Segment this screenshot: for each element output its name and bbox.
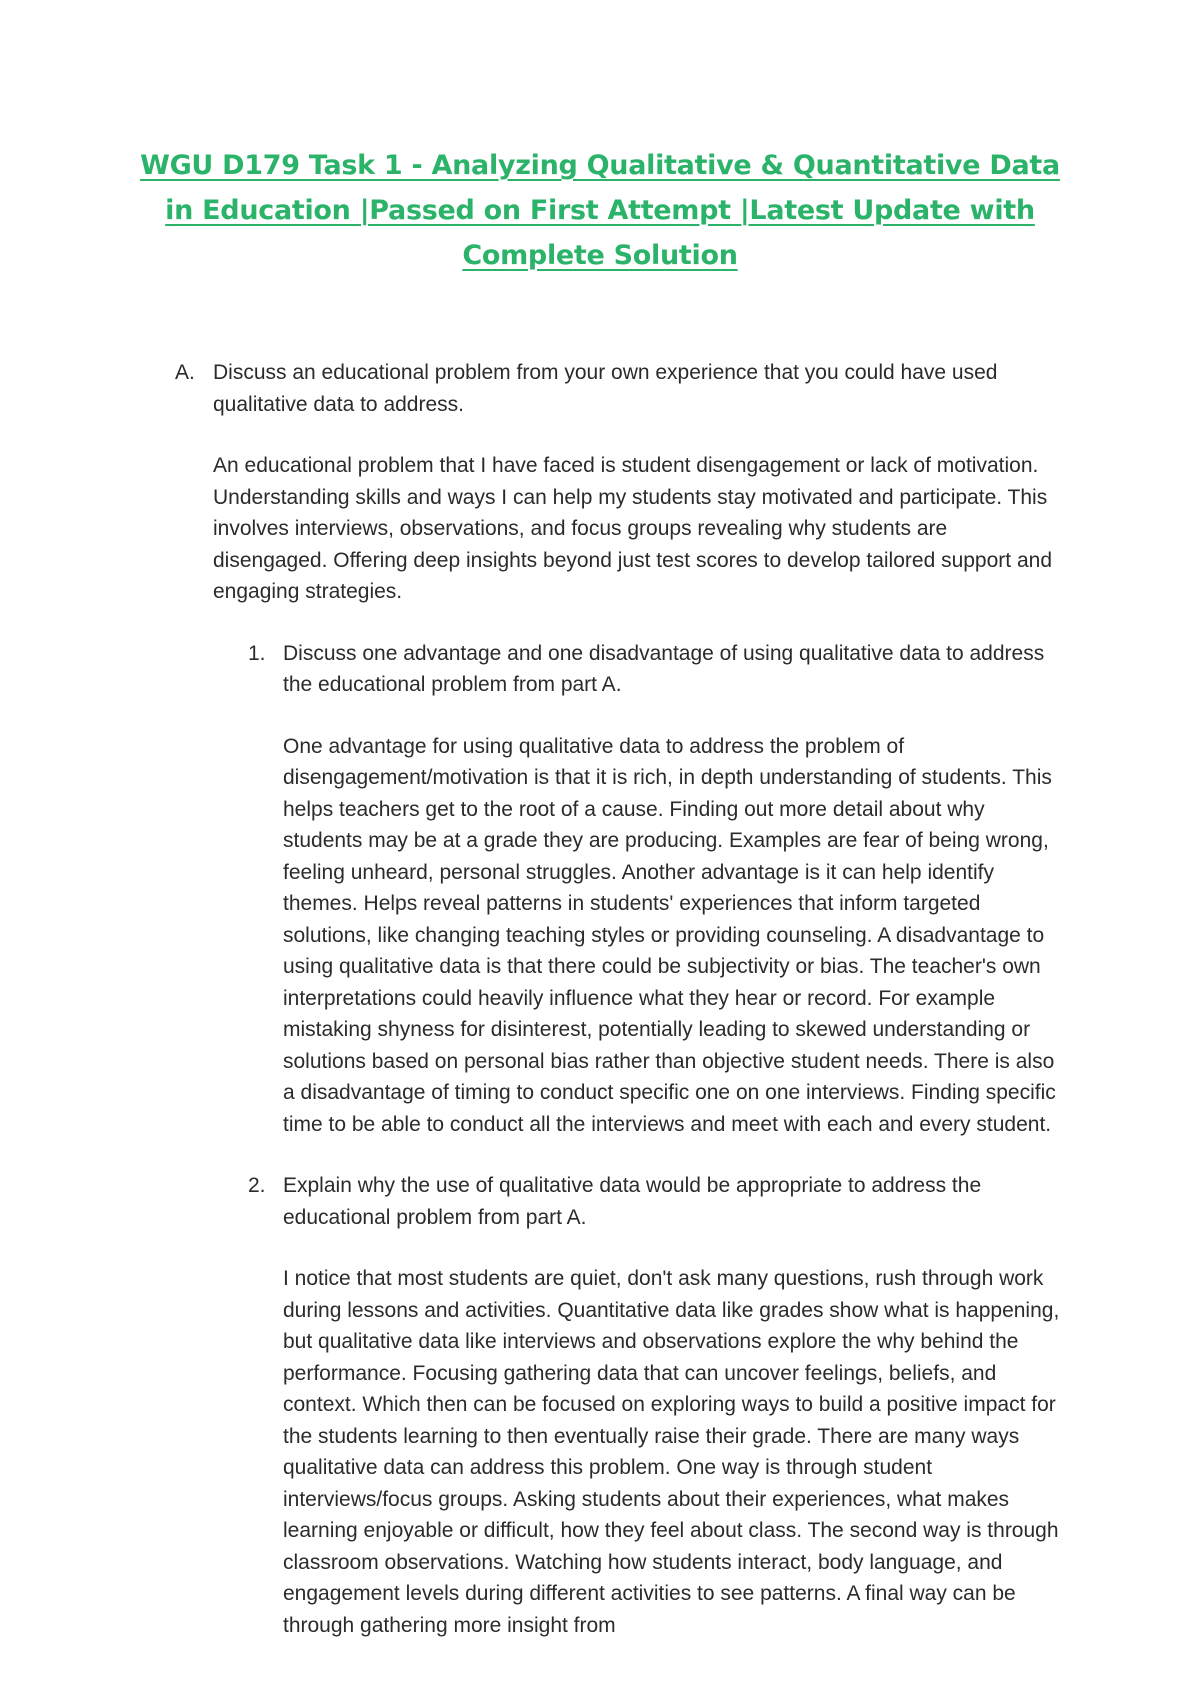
list-item-1: [248, 638, 1065, 1141]
section-a-question-row: [175, 357, 1065, 608]
section-a-question-text: Discuss an educational problem from your own experience that you could have used qualitative data to address.: [213, 361, 998, 416]
list-item-2-answer: I notice that most students are quiet, don't ask many questions, rush through work during lessons and activities. Quantitative data like grades show what is happening, but qualitative data like interviews and observations explore the why behind the performance. Focusing gathering data that can uncover feelings, beliefs, and context. Which then can be focused on exploring ways to build a positive impact for the students learning to then eventually raise their grade. There are many ways qualitative data can address this problem. One way is through student interviews/focus groups. Asking students about their experiences, what makes learning enjoyable or difficult, how they feel about class. The second way is through classroom observations. Watching how students interact, body language, and engagement levels during different activities to see patterns. A final way can be through gathering more insight from: [283, 1267, 1060, 1637]
section-a-answer: An educational problem that I have faced is student disengagement or lack of motivation. Understanding skills and ways I can help my students stay motivated and participate. This involves interviews, observations, and focus groups revealing why students are disengaged. Offering deep insights beyond just test scores to develop tailored support and engaging strategies.: [213, 454, 1052, 603]
list-item-2-question-row: [248, 1170, 1065, 1233]
list-item-1-question: Discuss one advantage and one disadvantage of using qualitative data to address the educational problem from part A.: [283, 641, 1045, 696]
section-a-marker: A.: [175, 361, 195, 384]
numbered-list: [248, 638, 1065, 1642]
list-item-1-question-row: [248, 638, 1065, 701]
list-item-1-marker: 1.: [248, 641, 266, 665]
list-item-2-question: Explain why the use of qualitative data would be appropriate to address the educational problem from part A.: [283, 1174, 982, 1229]
section-a-question: [213, 357, 1065, 608]
list-item-2: [248, 1170, 1065, 1641]
list-item-1-answer: One advantage for using qualitative data to address the problem of disengagement/motivation is that it is rich, in depth understanding of students. This helps teachers get to the root of a cause. Finding out more detail about why students may be at a grade they are producing. Examples are fear of being wrong, feeling unheard, personal struggles. Another advantage is it can help identify themes. Helps reveal patterns in students' experiences that inform targeted solutions, like changing teaching styles or providing counseling. A disadvantage to using qualitative data is that there could be subjectivity or bias. The teacher's own interpretations could heavily influence what they hear or record. For example mistaking shyness for disinterest, potentially leading to skewed understanding or solutions based on personal bias rather than objective student needs. There is also a disadvantage of timing to conduct specific one on one interviews. Finding specific time to be able to conduct all the interviews and meet with each and every student.: [283, 734, 1056, 1136]
document-title: [140, 143, 1060, 278]
section-a: [175, 357, 1065, 1671]
list-item-2-marker: 2.: [248, 1174, 266, 1197]
document-title-text: WGU D179 Task 1 - Analyzing Qualitative & Quantitative Data in Education |Passed on First Attempt |Latest Update with Complete Solution: [140, 150, 1060, 271]
